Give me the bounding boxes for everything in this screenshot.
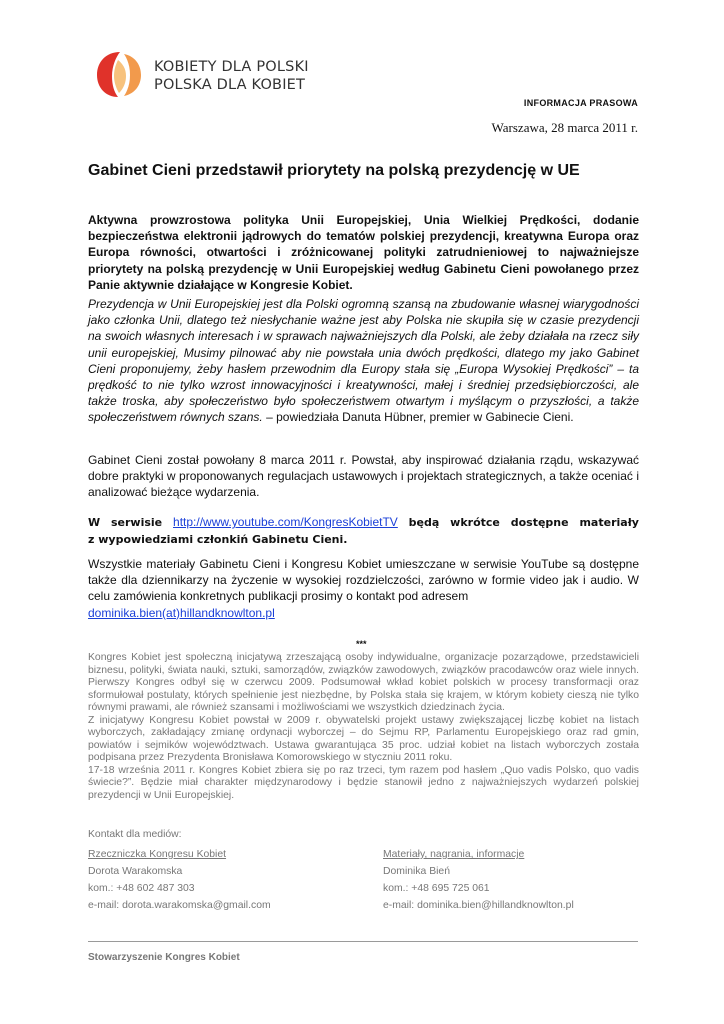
footer-divider — [88, 941, 638, 942]
contact-role: Materiały, nagrania, informacje — [383, 849, 525, 860]
word: materiały — [579, 516, 639, 529]
contact-phone: kom.: +48 695 725 061 — [383, 883, 490, 894]
youtube-link[interactable]: http://www.youtube.com/KongresKobietTV — [173, 515, 398, 529]
about-paragraph: Z inicjatywy Kongresu Kobiet powstał w 2009 r. obywatelski projekt ustawy zwiększającej liczbę kobiet na listach wyborczych, zakładający zmianę ordynacji wyborczej – do Sejmu RP, Parlamentu Europejskiego oraz rad gmin, powiatów i sejmików województwach. Ustawa gwarantująca 35 proc. udział kobiet na listach wyborczych została podpisana przez Prezydenta Bronisława Komorowskiego w styczniu 2011 roku. — [88, 714, 639, 763]
logo-emblem-icon — [94, 50, 148, 100]
contact-role: Rzeczniczka Kongresu Kobiet — [88, 849, 227, 860]
paragraph-shadow-cabinet: Gabinet Cieni został powołany 8 marca 2011 r. Powstał, aby inspirować działania rządu, wskazywać dobre praktyki w proponowanych regulacjach ustawowych i projektach strategicznych, a także oceniać i analizować bieżące wydarzenia. — [88, 453, 639, 500]
contact-left — [88, 846, 271, 914]
contacts-heading: Kontakt dla mediów: — [88, 829, 182, 840]
logo-text — [154, 58, 309, 94]
about-congress — [88, 652, 639, 802]
contact-email[interactable]: e-mail: dorota.warakomska@gmail.com — [88, 900, 271, 911]
document-title: Gabinet Cieni przedstawił priorytety na polską prezydencję w UE — [88, 162, 580, 179]
press-release-label: INFORMACJA PRASOWA — [523, 98, 638, 108]
about-paragraph: 17-18 września 2011 r. Kongres Kobiet zbiera się po raz trzeci, tym razem pod hasłem „Quo vadis Polsko, quo vadis świecie?”. Będzie miał charakter międzynarodowy i będzie stanowił jedno z najważniejszych wydarzeń polskiej prezydencji w Unii Europejskiej. — [88, 764, 639, 801]
paragraph-youtube — [88, 514, 639, 548]
contact-right — [383, 846, 574, 914]
email-link[interactable]: dominika.bien(at)hillandknowlton.pl — [88, 605, 275, 620]
word: W — [88, 516, 101, 529]
lead-paragraph: Aktywna prowzrostowa polityka Unii Europejskiej, Unia Wielkiej Prędkości, dodanie bezpieczeństwa elektronii jądrowych do tematów polskiej prezydencji, kreatywna Europa oraz Europa równości, otwartości i zróżnicowanej polityki zatrudnieniowej to najważniejsze priorytety na polską prezydencję w Unii Europejskiej według Gabinetu Cieni powołanego przez Panie aktywnie działające w Kongresie Kobiet. — [88, 213, 639, 292]
separator: *** — [356, 639, 367, 649]
contact-name: Dorota Warakomska — [88, 866, 183, 877]
word: będą — [408, 516, 440, 529]
contact-name: Dominika Bień — [383, 866, 450, 877]
contact-email[interactable]: e-mail: dominika.bien@hillandknowlton.pl — [383, 900, 574, 911]
word: serwisie — [111, 516, 163, 529]
date-line: Warszawa, 28 marca 2011 r. — [491, 120, 638, 135]
logo — [94, 50, 148, 100]
quote-paragraph — [88, 296, 639, 426]
footer-organization: Stowarzyszenie Kongres Kobiet — [88, 952, 240, 963]
paragraph-materials — [88, 556, 639, 621]
quote-text: Prezydencja w Unii Europejskiej jest dla Polski ogromną szansą na zbudowanie własnej wiarygodności jako członka Unii, dlatego też niesłychanie ważne jest aby Polska nie skupiła się w czasie prezydencji na swoich własnych interesach i w sprawach najważniejszych dla Polski, ale żeby działała na rzecz siły unii europejskiej, Musimy pilnować aby nie powstała unia dwóch prędkości, dlatego my jako Gabinet Cieni proponujemy, żeby hasłem przewodnim dla Europy stała się „Europa Wysokiej Prędkości” – ta prędkość to nie tylko wzrost innowacyjności i kreatywności, małej i średniej przedsiębiorczości, ale także troska, aby społeczeństwo było społeczeństwem otwartym i myślącym o przyszłości, a także społeczeństwem równych szans. — [88, 297, 639, 425]
about-paragraph: Kongres Kobiet jest społeczną inicjatywą zrzeszającą osoby indywidualne, organizacje pozarządowe, przedstawicieli biznesu, polityki, świata nauki, sztuki, samorządów, związków zawodowych, związków pracodawców oraz wiele innych. Pierwszy Kongres odbył się w czerwcu 2009. Podsumował wkład kobiet polskich w procesy transformacji oraz sformułował postulaty, których spełnienie jest niezbędne, by Polska stała się krajem, w którym kobiety cieszą nie tylko równymi prawami, ale również szansami i możliwościami we wszystkich dziedzinach życia. — [88, 652, 639, 713]
contact-phone: kom.: +48 602 487 303 — [88, 883, 195, 894]
youtube-line-2: z wypowiedziami członkiń Gabinetu Cieni. — [88, 533, 348, 546]
logo-line-1: KOBIETY DLA POLSKI — [154, 59, 309, 75]
word: dostępne — [510, 516, 569, 529]
logo-line-2: POLSKA DLA KOBIET — [154, 77, 306, 93]
quote-attribution: – powiedziała Danuta Hübner, premier w Gabinecie Cieni. — [262, 410, 574, 425]
materials-text: Wszystkie materiały Gabinetu Cieni i Kongresu Kobiet umieszczane w serwisie YouTube są dostępne także dla dziennikarzy na życzenie w wysokiej rozdzielczości, zarówno w formie video jak i audio. W celu zamówienia konkretnych publikacji prosimy o kontakt pod adresem — [88, 557, 639, 604]
word: wkrótce — [450, 516, 500, 529]
